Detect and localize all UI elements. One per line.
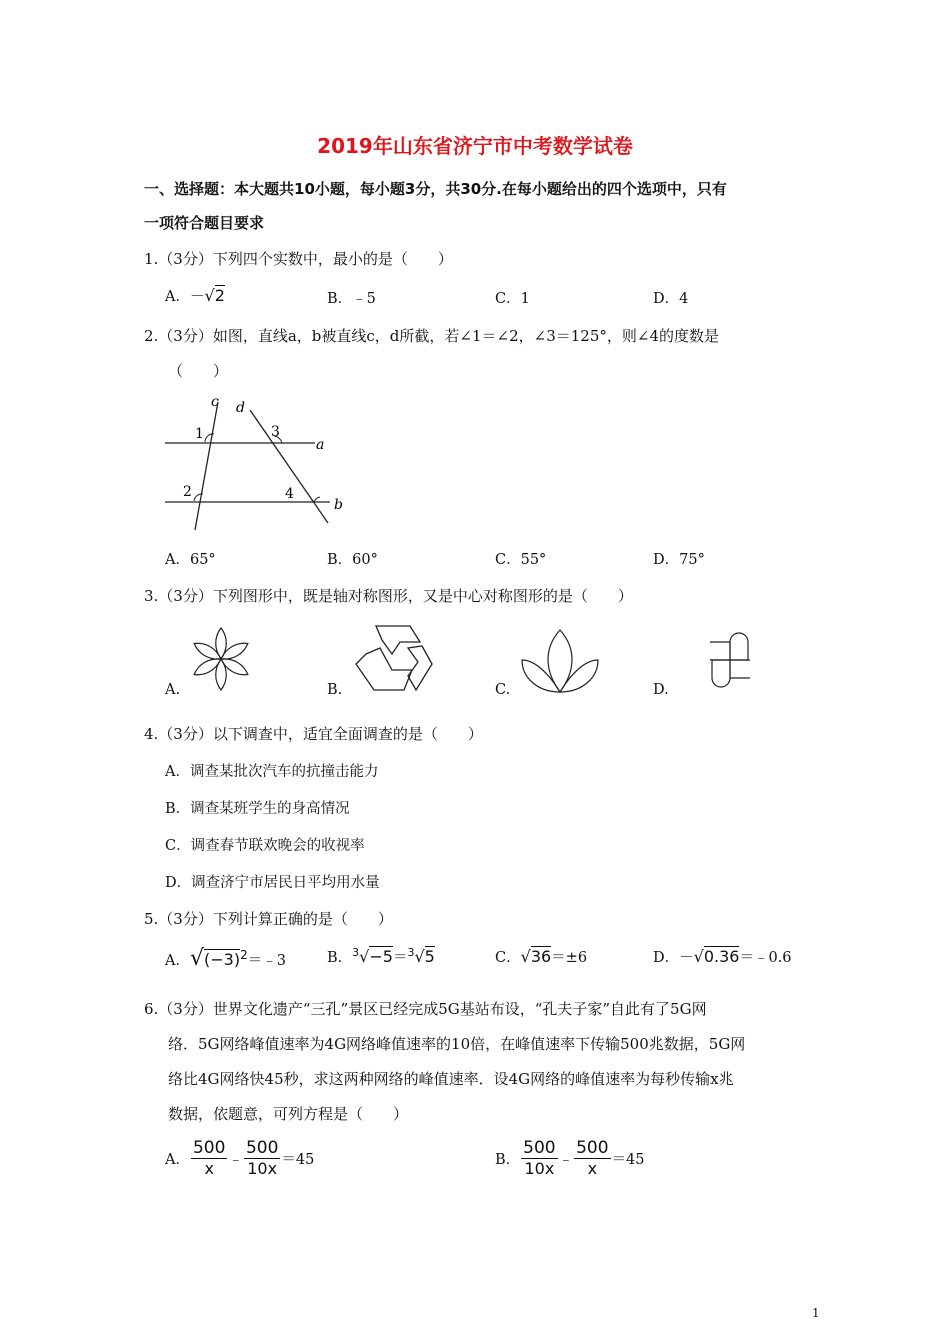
label-a: a [316,437,325,453]
q2-option-d[interactable]: D．75° [653,552,705,568]
numerator: 500 [192,1138,226,1158]
cube-root-icon: √ [359,947,370,966]
cube-root-index-2: 3 [407,946,415,960]
numerator: 500 [245,1138,279,1158]
q2-option-b[interactable]: B．60° [327,552,378,568]
q5-option-d-result: ＝﹣0.6 [739,950,792,966]
q5-option-a-exponent: 2 [240,948,248,963]
q6-option-a-fraction-2 [244,1138,280,1179]
q5-option-b-radicand-2: 5 [424,947,435,966]
q2-option-a[interactable]: A．65° [165,552,216,568]
label-b: b [334,497,343,513]
section-heading-line2: 一项符合题目要求 [144,214,265,232]
q6-option-b-label: B． [495,1152,521,1168]
line-c [195,402,218,530]
denominator: 10x [247,1159,278,1178]
q5-option-c-label: C． [495,950,521,966]
label-angle-2: 2 [183,484,192,500]
q4-option-d[interactable]: D．调查济宁市居民日平均用水量 [165,875,380,891]
minus-sign: ﹣ [558,1152,574,1168]
numerator: 500 [576,1138,609,1158]
label-angle-4: 4 [285,486,294,502]
q1-option-a-radicand: 2 [214,286,225,305]
q1-option-d[interactable]: D．4 [653,291,689,307]
question-2-stem: 2.（3分）如图，直线a，b被直线c，d所截，若∠1＝∠2，∠3＝125°，则∠4的度数是 [144,327,719,345]
q1-option-b[interactable]: B．﹣5 [327,291,376,307]
q6-option-b-result: ＝45 [611,1152,645,1168]
q5-option-b-label: B． [327,950,353,966]
q4-option-a[interactable]: A．调查某批次汽车的抗撞击能力 [165,764,379,780]
q5-option-d-label: D．－ [653,950,694,966]
q3-option-d-label[interactable]: D. [653,682,669,698]
q5-option-c-result: ＝±6 [551,950,588,966]
question-1-stem: 1.（3分）下列四个实数中，最小的是（ ） [144,250,453,268]
sqrt-icon: √ [520,947,531,966]
cube-root-index-1: 3 [352,946,360,960]
question-2-paren: （ ） [168,362,229,380]
q4-option-b[interactable]: B．调查某班学生的身高情况 [165,801,350,817]
question-6-line2: 络．5G网络峰值速率为4G网络峰值速率的10倍，在峰值速率下传输500兆数据，5G网 [168,1035,746,1053]
pinwheel-icon [710,628,750,692]
q5-option-a-result: ＝﹣3 [247,953,286,969]
cube-root-icon: √ [414,947,425,966]
q5-option-b-equals: ＝ [392,950,408,966]
label-angle-3: 3 [271,424,280,440]
q1-option-a[interactable] [165,285,225,306]
q6-option-a-result: ＝45 [281,1152,315,1168]
q5-option-d-radicand: 0.36 [703,947,740,966]
question-6-line4: 数据，依题意，可列方程是（ ） [168,1105,409,1123]
q5-option-c-radicand: 36 [530,947,552,966]
q6-option-b-fraction-1 [521,1138,557,1179]
q5-option-a-label: A． [165,953,190,969]
question-3-stem: 3.（3分）下列图形中，既是轴对称图形，又是中心对称图形的是（ ） [144,587,633,605]
page-number: 1 [812,1306,820,1320]
denominator: x [587,1159,598,1178]
q2-option-c[interactable]: C．55° [495,552,547,568]
angle-4-arc [314,497,320,502]
q3-option-c-label[interactable]: C. [495,682,511,698]
q6-option-b-fraction-2 [574,1138,610,1179]
q6-option-b[interactable] [495,1138,645,1179]
flower-six-petal-icon [188,626,254,692]
q5-option-b-radicand-1: −5 [369,947,393,966]
sqrt-icon: √ [204,286,215,305]
q5-option-b[interactable] [327,946,435,967]
denominator: x [204,1159,214,1178]
label-d: d [236,400,245,416]
denominator: 10x [524,1159,555,1178]
recycle-symbol-icon [352,620,434,698]
q5-option-c[interactable] [495,946,587,967]
q5-option-d[interactable] [653,946,792,967]
question-6-line1: 6.（3分）世界文化遗产“三孔”景区已经完成5G基站布设，“孔夫子家”自此有了5G网 [144,1000,707,1018]
numerator: 500 [523,1138,556,1158]
q1-option-c[interactable]: C．1 [495,291,530,307]
question-4-stem: 4.（3分）以下调查中，适宜全面调查的是（ ） [144,725,483,743]
q6-option-a-label: A． [165,1152,190,1168]
q4-option-c[interactable]: C．调查春节联欢晚会的收视率 [165,838,365,854]
parallel-lines-figure [150,390,360,540]
q1-option-a-prefix: A．－ [165,289,205,305]
q3-option-b-label[interactable]: B. [327,682,343,698]
lotus-icon [518,626,602,698]
minus-sign: ﹣ [228,1152,243,1168]
q5-option-a[interactable] [165,946,286,971]
section-heading-line1: 一、选择题：本大题共10小题，每小题3分，共30分.在每小题给出的四个选项中，只有 [144,180,727,198]
q5-option-a-radicand: (−3) [204,950,241,969]
sqrt-icon: √ [189,946,205,971]
q6-option-a[interactable] [165,1138,314,1179]
q6-option-a-fraction-1 [191,1138,227,1179]
line-d [250,410,328,523]
label-c: c [211,394,219,410]
question-6-line3: 络比4G网络快45秒，求这两种网络的峰值速率．设4G网络的峰值速率为每秒传输x兆 [168,1070,734,1088]
label-angle-1: 1 [195,426,204,442]
question-5-stem: 5.（3分）下列计算正确的是（ ） [144,910,393,928]
q3-option-a-label[interactable]: A. [165,682,181,698]
page-title: 2019年山东省济宁市中考数学试卷 [317,134,633,158]
sqrt-icon: √ [693,947,704,966]
